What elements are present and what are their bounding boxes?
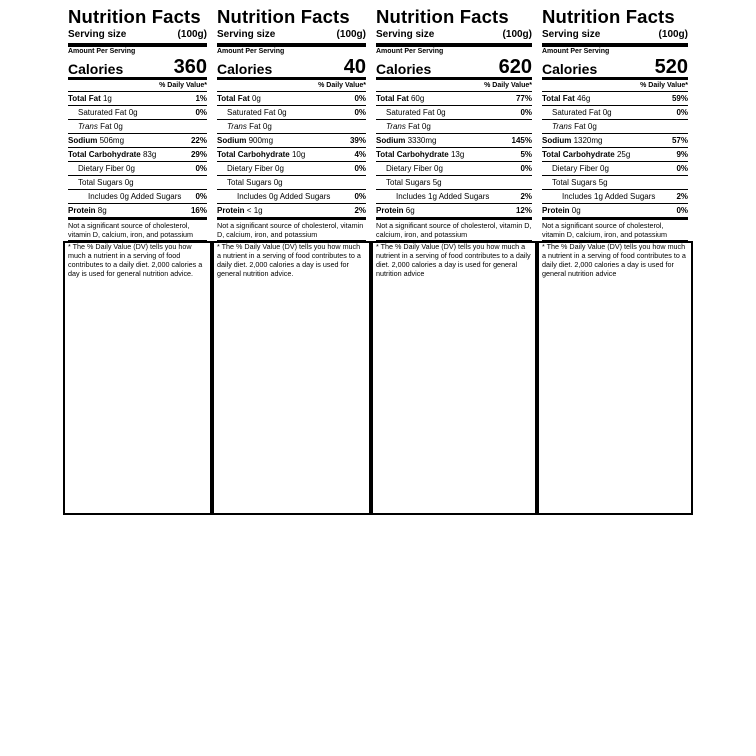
- sodium-label: Sodium: [68, 136, 98, 145]
- fiber-row: [376, 162, 532, 176]
- serving-size-row: [542, 28, 688, 47]
- nutrition-label-panel-1: [65, 4, 210, 278]
- trans-fat-row: [217, 120, 366, 134]
- fiber-pct: 0%: [676, 164, 688, 173]
- not-significant-note: Not a significant source of cholesterol, vitamin D, calcium, iron, and potassium: [217, 220, 366, 241]
- protein-amount: 8g: [97, 206, 107, 215]
- trans-fat-label: Fat 0g: [249, 122, 272, 131]
- serving-size-label: Serving size: [217, 29, 276, 40]
- protein-label: Protein: [68, 206, 96, 215]
- panel-divider: [210, 243, 214, 513]
- total-fat-pct: 1%: [195, 94, 207, 103]
- sugars-row: [217, 176, 366, 190]
- panel-divider: [535, 243, 539, 513]
- fiber-label: Dietary Fiber 0g: [78, 164, 135, 173]
- amount-per-serving-label: Amount Per Serving: [68, 48, 136, 55]
- panel-title: Nutrition Facts: [217, 6, 350, 27]
- sugars-row: [542, 176, 688, 190]
- total-fat-row: [68, 92, 207, 106]
- sodium-amount: 1320mg: [573, 136, 603, 145]
- protein-pct: 12%: [515, 206, 532, 215]
- protein-amount: 6g: [405, 206, 415, 215]
- sodium-row: [542, 134, 688, 148]
- daily-value-footnote: * The % Daily Value (DV) tells you how much a nutrient in a serving of food contributes to a daily diet. 2,000 calories a day is used for general nutrition advice.: [217, 242, 361, 278]
- total-carb-pct: 5%: [520, 150, 532, 159]
- total-carb-amount: 25g: [616, 150, 631, 159]
- total-carb-label: Total Carbohydrate: [376, 150, 449, 159]
- trans-fat-row: [68, 120, 207, 134]
- serving-size-value: (100g): [502, 29, 532, 40]
- protein-row: [542, 204, 688, 220]
- saturated-fat-row: [542, 106, 688, 120]
- added-sugars-label: Includes 1g Added Sugars: [396, 192, 490, 201]
- saturated-fat-row: [376, 106, 532, 120]
- calories-value: 360: [173, 56, 207, 78]
- total-fat-amount: 0g: [251, 94, 261, 103]
- protein-label: Protein: [217, 206, 245, 215]
- fiber-row: [68, 162, 207, 176]
- calories-value: 40: [343, 56, 366, 78]
- sodium-pct: 39%: [349, 136, 366, 145]
- total-fat-row: [542, 92, 688, 106]
- protein-row: [217, 204, 366, 220]
- sodium-row: [217, 134, 366, 148]
- daily-value-footnote: * The % Daily Value (DV) tells you how much a nutrient in a serving of food contributes to a daily diet. 2,000 calories a day is used for general nutrition advice: [376, 242, 531, 278]
- sugars-label: Total Sugars 0g: [227, 178, 283, 187]
- serving-size-value: (100g): [177, 29, 207, 40]
- protein-label: Protein: [542, 206, 570, 215]
- saturated-fat-label: Saturated Fat 0g: [552, 108, 612, 117]
- total-fat-amount: 46g: [576, 94, 591, 103]
- added-sugars-pct: 2%: [520, 192, 532, 201]
- sugars-label: Total Sugars 0g: [78, 178, 134, 187]
- sodium-amount: 506mg: [99, 136, 125, 145]
- added-sugars-pct: 0%: [195, 192, 207, 201]
- sugars-label: Total Sugars 5g: [552, 178, 608, 187]
- saturated-fat-label: Saturated Fat 0g: [227, 108, 287, 117]
- sodium-amount: 900mg: [248, 136, 274, 145]
- fiber-label: Dietary Fiber 0g: [386, 164, 443, 173]
- calories-label: Calories: [542, 61, 598, 77]
- total-carb-row: [542, 148, 688, 162]
- protein-label: Protein: [376, 206, 404, 215]
- total-fat-row: [217, 92, 366, 106]
- serving-size-row: [68, 28, 207, 47]
- added-sugars-pct: 2%: [676, 192, 688, 201]
- not-significant-note: Not a significant source of cholesterol, vitamin D, calcium, iron, and potassium: [376, 221, 532, 239]
- trans-fat-label: Fat 0g: [100, 122, 123, 131]
- sodium-row: [68, 134, 207, 148]
- serving-size-value: (100g): [658, 29, 688, 40]
- sugars-row: [376, 176, 532, 190]
- protein-row: [376, 204, 532, 220]
- trans-fat-prefix: Trans: [552, 122, 572, 131]
- fiber-label: Dietary Fiber 0g: [227, 164, 284, 173]
- sodium-amount: 3330mg: [407, 136, 437, 145]
- total-fat-label: Total Fat: [217, 94, 250, 103]
- trans-fat-prefix: Trans: [78, 122, 98, 131]
- total-carb-label: Total Carbohydrate: [542, 150, 615, 159]
- total-fat-pct: 0%: [354, 94, 366, 103]
- amount-per-serving-label: Amount Per Serving: [542, 48, 610, 55]
- not-significant-note: Not a significant source of cholesterol, vitamin D, calcium, iron, and potassium: [68, 220, 207, 241]
- serving-size-label: Serving size: [68, 29, 127, 40]
- daily-value-header: % Daily Value*: [217, 80, 366, 92]
- daily-value-header: % Daily Value*: [376, 80, 532, 92]
- saturated-fat-label: Saturated Fat 0g: [78, 108, 138, 117]
- total-carb-amount: 83g: [142, 150, 157, 159]
- total-carb-amount: 10g: [291, 150, 306, 159]
- protein-amount: 0g: [571, 206, 581, 215]
- total-carb-pct: 4%: [354, 150, 366, 159]
- panel-title: Nutrition Facts: [376, 6, 509, 27]
- total-fat-label: Total Fat: [376, 94, 409, 103]
- sodium-label: Sodium: [542, 136, 572, 145]
- daily-value-header: % Daily Value*: [68, 80, 207, 92]
- sodium-pct: 57%: [671, 136, 688, 145]
- nutrition-labels-strip: [63, 241, 693, 515]
- total-fat-pct: 77%: [515, 94, 532, 103]
- calories-row: [217, 56, 366, 80]
- sugars-row: [68, 176, 207, 190]
- saturated-fat-pct: 0%: [195, 108, 207, 117]
- added-sugars-pct: 0%: [354, 192, 366, 201]
- panel-divider: [369, 243, 373, 513]
- daily-value-footnote: * The % Daily Value (DV) tells you how much a nutrient in a serving of food contributes to a daily diet. 2,000 calories a day is used for general nutrition advice.: [68, 242, 203, 278]
- trans-fat-label: Fat 0g: [408, 122, 431, 131]
- daily-value-footnote: * The % Daily Value (DV) tells you how much a nutrient in a serving of food contributes to a daily diet. 2,000 calories a day is used for general nutrition advice: [542, 242, 686, 278]
- total-carb-pct: 9%: [676, 150, 688, 159]
- fiber-row: [542, 162, 688, 176]
- sodium-label: Sodium: [376, 136, 406, 145]
- added-sugars-label: Includes 1g Added Sugars: [562, 192, 656, 201]
- protein-amount: < 1g: [246, 206, 263, 215]
- fiber-pct: 0%: [520, 164, 532, 173]
- fiber-label: Dietary Fiber 0g: [552, 164, 609, 173]
- added-sugars-label: Includes 0g Added Sugars: [88, 192, 182, 201]
- sugars-label: Total Sugars 5g: [386, 178, 442, 187]
- protein-pct: 16%: [190, 206, 207, 215]
- saturated-fat-pct: 0%: [354, 108, 366, 117]
- amount-per-serving-label: Amount Per Serving: [217, 48, 285, 55]
- total-carb-row: [68, 148, 207, 162]
- protein-pct: 0%: [676, 206, 688, 215]
- trans-fat-prefix: Trans: [227, 122, 247, 131]
- amount-per-serving-label: Amount Per Serving: [376, 48, 444, 55]
- fiber-pct: 0%: [354, 164, 366, 173]
- total-carb-amount: 13g: [450, 150, 465, 159]
- trans-fat-row: [542, 120, 688, 134]
- added-sugars-row: [217, 190, 366, 204]
- calories-row: [68, 56, 207, 80]
- saturated-fat-label: Saturated Fat 0g: [386, 108, 446, 117]
- saturated-fat-row: [68, 106, 207, 120]
- nutrition-label-panel-4: [539, 4, 691, 278]
- total-fat-label: Total Fat: [68, 94, 101, 103]
- fiber-pct: 0%: [195, 164, 207, 173]
- trans-fat-label: Fat 0g: [574, 122, 597, 131]
- total-fat-amount: 60g: [410, 94, 425, 103]
- total-fat-label: Total Fat: [542, 94, 575, 103]
- calories-label: Calories: [68, 61, 124, 77]
- total-carb-label: Total Carbohydrate: [68, 150, 141, 159]
- calories-label: Calories: [376, 61, 432, 77]
- total-fat-pct: 59%: [671, 94, 688, 103]
- nutrition-label-panel-3: [373, 4, 535, 278]
- calories-label: Calories: [217, 61, 273, 77]
- calories-row: [542, 56, 688, 80]
- calories-value: 520: [654, 56, 688, 78]
- serving-size-value: (100g): [336, 29, 366, 40]
- saturated-fat-pct: 0%: [676, 108, 688, 117]
- serving-size-label: Serving size: [376, 29, 435, 40]
- sodium-pct: 22%: [190, 136, 207, 145]
- nutrition-label-panel-2: [214, 4, 369, 278]
- total-carb-row: [217, 148, 366, 162]
- added-sugars-row: [68, 190, 207, 204]
- total-carb-row: [376, 148, 532, 162]
- added-sugars-label: Includes 0g Added Sugars: [237, 192, 331, 201]
- panel-title: Nutrition Facts: [542, 6, 675, 27]
- sodium-pct: 145%: [511, 136, 532, 145]
- serving-size-row: [217, 28, 366, 47]
- serving-size-label: Serving size: [542, 29, 601, 40]
- daily-value-header: % Daily Value*: [542, 80, 688, 92]
- sodium-row: [376, 134, 532, 148]
- panel-title: Nutrition Facts: [68, 6, 201, 27]
- added-sugars-row: [376, 190, 532, 204]
- trans-fat-row: [376, 120, 532, 134]
- total-carb-pct: 29%: [190, 150, 207, 159]
- saturated-fat-row: [217, 106, 366, 120]
- protein-row: [68, 204, 207, 220]
- added-sugars-row: [542, 190, 688, 204]
- sodium-label: Sodium: [217, 136, 247, 145]
- trans-fat-prefix: Trans: [386, 122, 406, 131]
- serving-size-row: [376, 28, 532, 47]
- total-carb-label: Total Carbohydrate: [217, 150, 290, 159]
- not-significant-note: Not a significant source of cholesterol, vitamin D, calcium, iron, and potassium: [542, 220, 688, 241]
- calories-value: 620: [498, 56, 532, 78]
- total-fat-amount: 1g: [102, 94, 112, 103]
- protein-pct: 2%: [354, 206, 366, 215]
- calories-row: [376, 56, 532, 80]
- saturated-fat-pct: 0%: [520, 108, 532, 117]
- total-fat-row: [376, 92, 532, 106]
- fiber-row: [217, 162, 366, 176]
